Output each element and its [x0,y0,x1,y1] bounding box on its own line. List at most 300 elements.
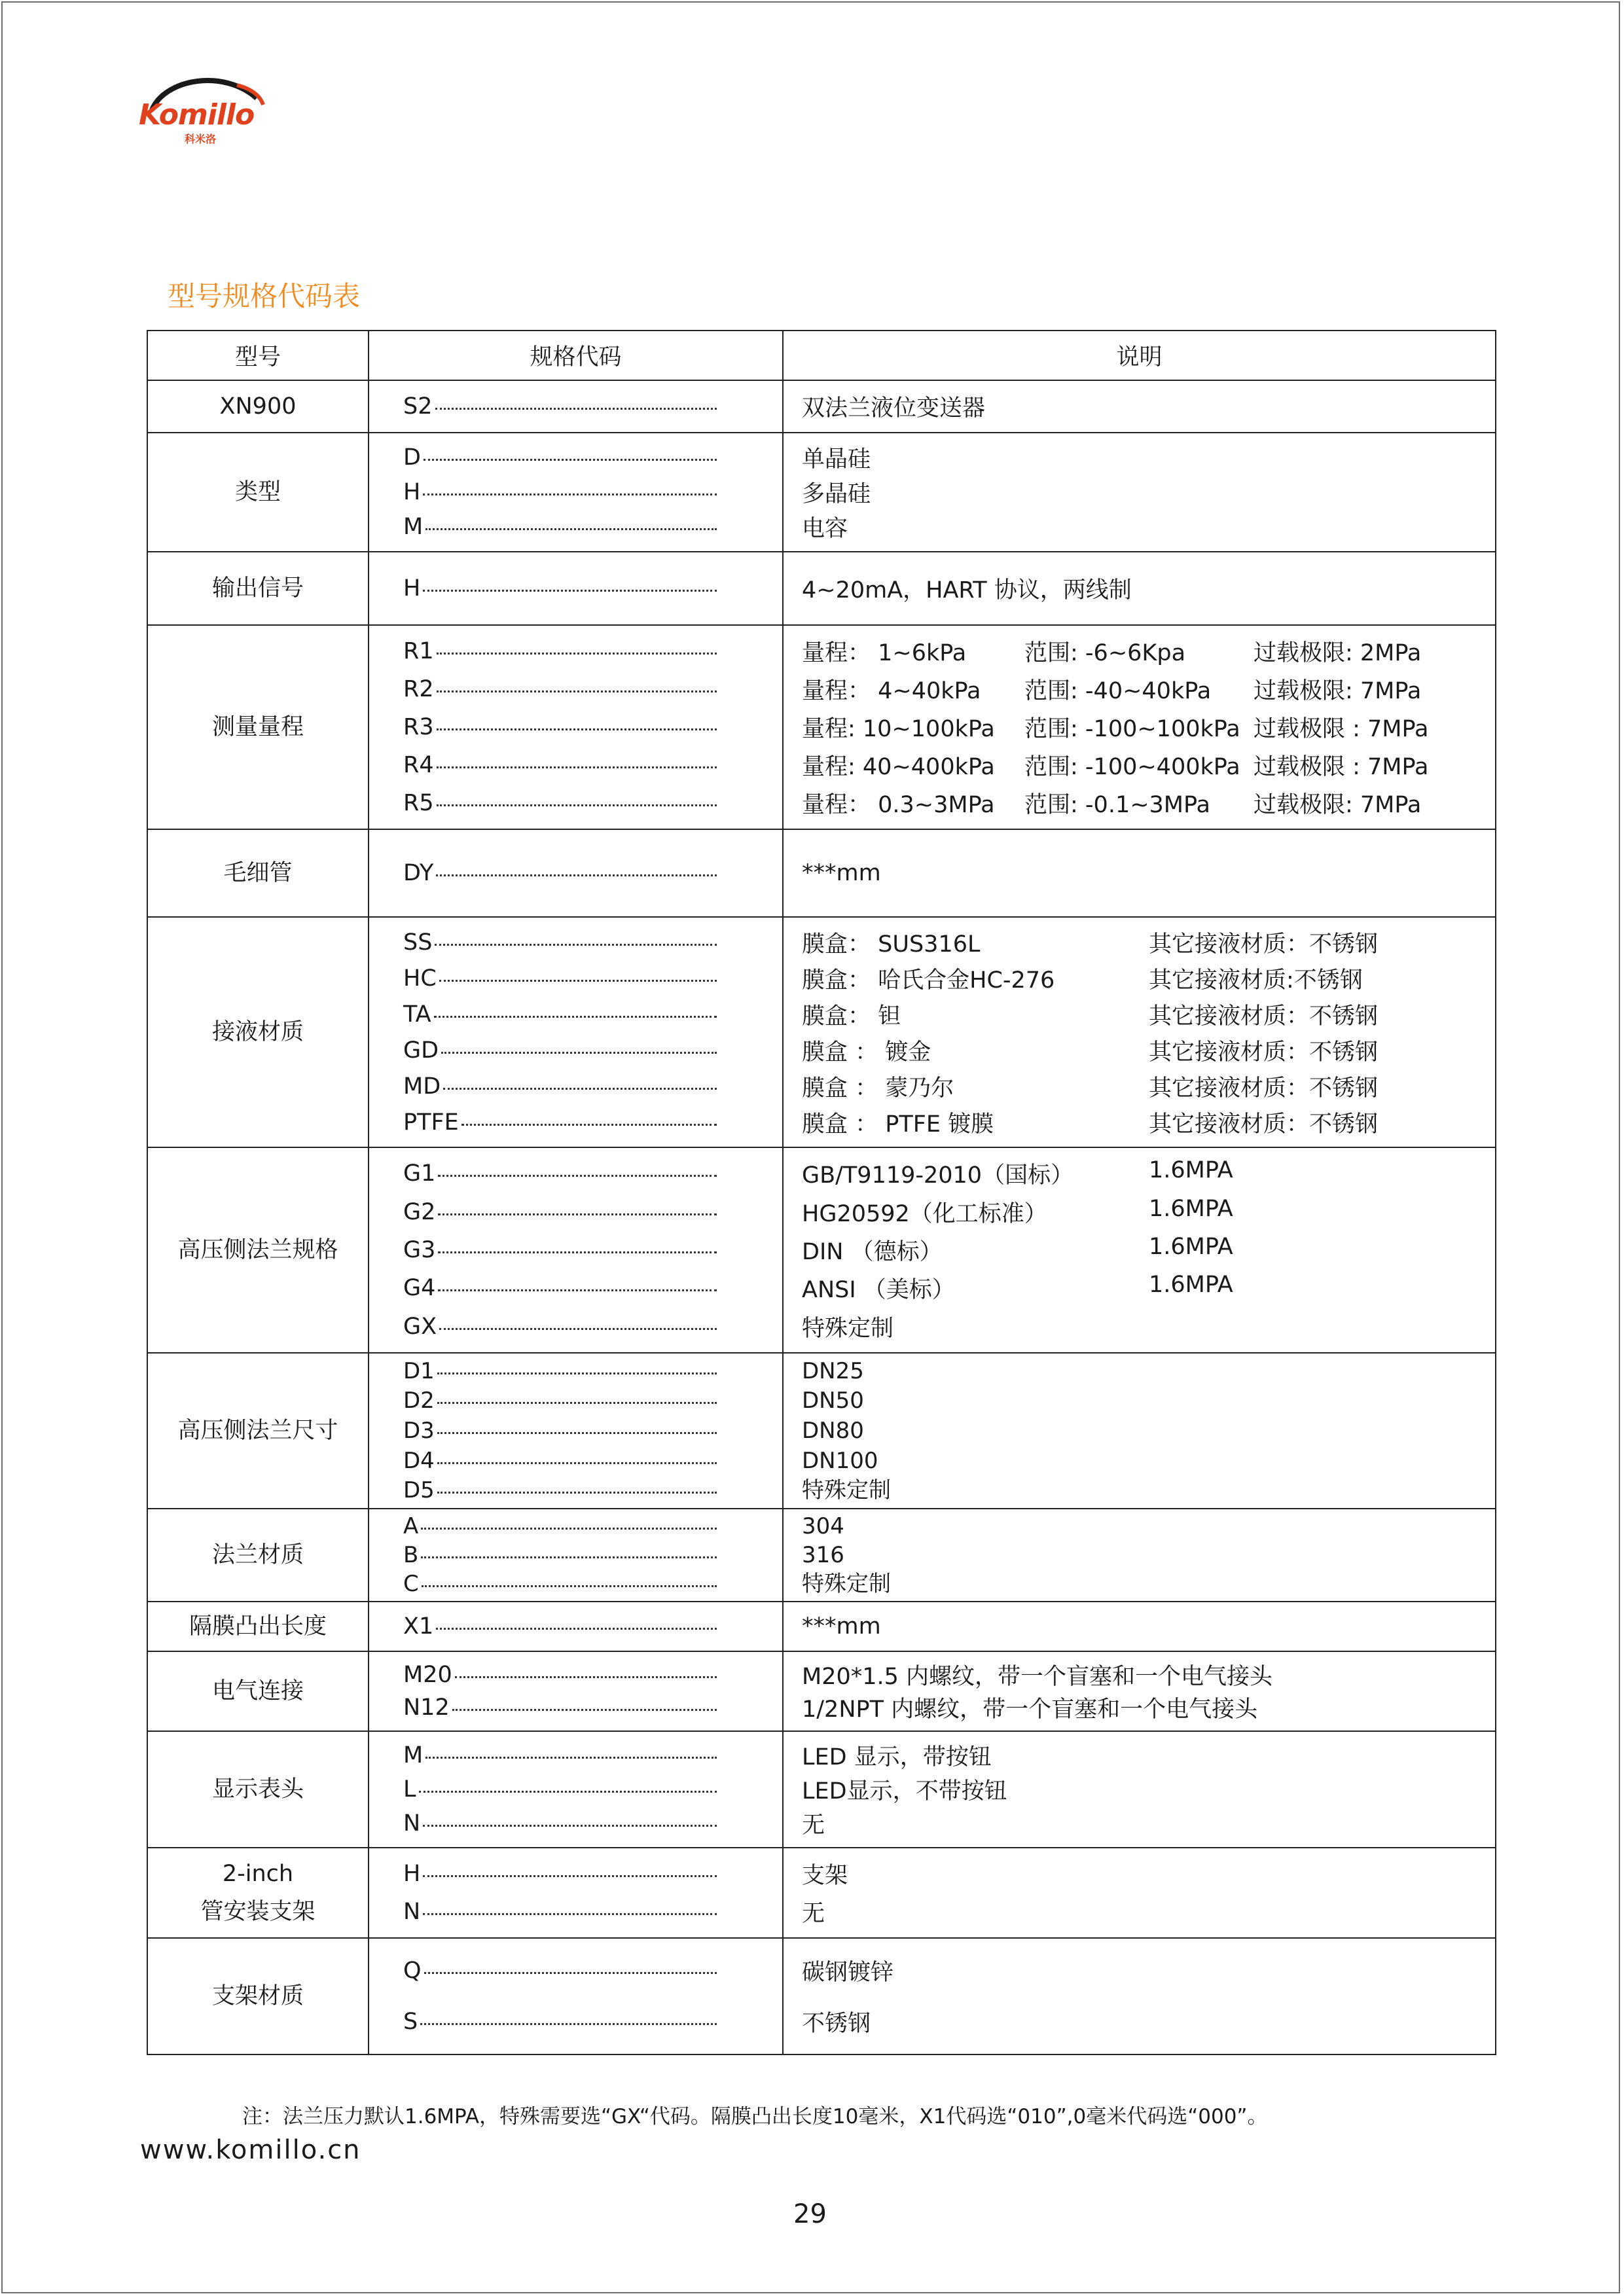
description-cell [783,433,1496,552]
table-row [147,1651,1496,1731]
description-cell [783,1353,1496,1509]
description-line [784,1070,1495,1103]
spec-code: M [403,514,424,541]
spec-code: GD [403,1037,439,1064]
description-text: 1/2NPT 内螺纹，带一个盲塞和一个电气接头 [802,1696,1258,1723]
row-label-line: 管安装支架 [200,1899,316,1925]
spec-code: D3 [403,1417,435,1444]
description-cell [783,1147,1496,1353]
row-label [147,552,369,625]
dot-leader [452,1709,717,1711]
header-description: 说明 [783,331,1496,380]
spec-code-line [369,1570,782,1598]
dot-leader [437,804,717,806]
description-text: 316 [802,1542,844,1568]
dot-leader [437,1492,717,1494]
spec-code-line [369,790,782,816]
description-text: 1.6MPA [1149,1195,1233,1222]
website-url: www.komillo.cn [140,2135,361,2165]
description-line [784,711,1495,744]
description-text: 特殊定制 [802,1315,894,1342]
spec-code-line [369,1958,782,1984]
dot-leader [437,691,717,692]
dot-leader [424,459,717,461]
dot-leader [437,728,717,730]
description-text: 量程: 10~100kPa [802,716,995,742]
spec-code: G1 [403,1160,436,1187]
description-line [784,1512,1495,1541]
description-text: DIN （德标） [802,1238,943,1265]
spec-code: S2 [403,393,433,420]
description-text: 特殊定制 [802,1571,891,1597]
description-text: 过载极限 : 7MPa [1254,754,1429,780]
spec-code: N [403,1810,421,1837]
spec-code: PTFE [403,1109,459,1136]
logo-subtext: 科米洛 [185,133,217,145]
description-line [784,2005,1495,2038]
spec-code: N [403,1899,421,1925]
dot-leader [438,1213,717,1215]
description-text: 过载极限: 2MPa [1254,640,1422,666]
dot-leader [423,1875,717,1877]
description-text: 多晶硅 [802,480,871,507]
dot-leader [421,1528,717,1530]
row-label [147,625,369,829]
row-label [147,829,369,917]
description-line [784,1476,1495,1505]
row-label [147,1731,369,1848]
description-text: 膜盒： SUS316L [802,931,981,958]
description-text: 电容 [802,516,848,543]
description-line [784,926,1495,959]
dot-leader [437,1402,717,1404]
dot-leader [443,1088,717,1090]
spec-code: D4 [403,1447,435,1474]
description-cell [783,829,1496,917]
description-text: GB/T9119-2010（国标） [802,1162,1074,1189]
spec-code-line [369,929,782,956]
spec-code: D2 [403,1388,435,1414]
row-label-line: 法兰材质 [211,1542,304,1568]
spec-code-line [369,1899,782,1925]
spec-code-line [369,1695,782,1721]
table-header-row [147,331,1496,380]
table-body [147,380,1496,2054]
description-cell [783,1731,1496,1848]
description-line [784,1613,1495,1640]
spec-code: M [403,1742,424,1768]
table-row [147,1731,1496,1848]
row-label-line: 支架材质 [211,1983,304,2009]
section-title: 型号规格代码表 [168,280,361,312]
description-text: 膜盒 ： PTFE 镀膜 [802,1111,994,1138]
description-text: 其它接液材质:不锈钢 [1149,967,1363,994]
row-label [147,1848,369,1938]
dot-leader [439,980,717,982]
description-text: 304 [802,1513,844,1539]
description-text: 量程: 40~400kPa [802,754,995,780]
spec-code: D1 [403,1357,435,1384]
spec-code-cell [369,552,783,625]
description-text: ***mm [802,1613,881,1640]
description-text: ANSI （美标） [802,1277,955,1304]
table-row [147,552,1496,625]
description-text: 过载极限: 7MPa [1254,792,1422,818]
description-line [784,1196,1495,1229]
spec-code-line [369,1199,782,1225]
description-text: LED显示，不带按钮 [802,1778,1007,1804]
dot-leader [419,1791,717,1793]
spec-code-line [369,860,782,886]
description-text: 范围: -0.1~3MPa [1024,792,1210,818]
spec-code: X1 [403,1613,434,1640]
description-line [784,749,1495,781]
description-line [784,572,1495,605]
description-line [784,1106,1495,1139]
description-line [784,390,1495,423]
spec-code-cell [369,1651,783,1731]
spec-code-cell [369,1147,783,1353]
description-text: 无 [802,1812,825,1839]
dot-leader [437,1462,717,1464]
footnote: 注：法兰压力默认1.6MPA，特殊需要选“GX“代码。隔膜凸出长度10毫米，X1代码选“010”,0毫米代码选“000”。 [242,2105,1268,2128]
description-text: M20*1.5 内螺纹，带一个盲塞和一个电气接头 [802,1664,1273,1690]
description-text: 范围: -100~400kPa [1024,754,1240,780]
spec-code-cell [369,380,783,433]
dot-leader [423,1825,717,1827]
spec-code-line [369,1613,782,1640]
dot-leader [437,766,717,768]
table-row [147,1147,1496,1353]
description-text: 支架 [802,1863,848,1889]
description-text: 1.6MPA [1149,1233,1233,1260]
description-text: DN100 [802,1447,878,1474]
description-line [784,1310,1495,1343]
description-cell [783,625,1496,829]
row-label-line: 2-inch [222,1861,294,1887]
description-text: 范围: -40~40kPa [1024,678,1212,704]
dot-leader [420,2023,717,2025]
description-cell [783,1602,1496,1651]
spec-code-line [369,2009,782,2035]
dot-leader [437,1432,717,1434]
spec-code: G4 [403,1275,436,1302]
spec-code-line [369,1662,782,1688]
spec-code: R1 [403,638,434,664]
dot-leader [423,493,717,495]
description-cell [783,1938,1496,2054]
page-number: 29 [793,2199,827,2229]
description-text: DN80 [802,1417,864,1444]
description-text: 其它接液材质：不锈钢 [1149,1003,1379,1030]
description-text: HG20592（化工标准） [802,1200,1047,1227]
description-text: 1.6MPA [1149,1157,1233,1184]
spec-code-cell [369,1938,783,2054]
description-line [784,1739,1495,1772]
spec-code-line [369,1237,782,1263]
description-text: 范围: -6~6Kpa [1024,640,1186,666]
row-label-line: 测量量程 [211,714,304,740]
dot-leader [437,653,717,655]
header-spec-code: 规格代码 [369,331,783,380]
spec-code-line [369,1512,782,1541]
row-label-line: 类型 [234,479,281,505]
description-text: 不锈钢 [802,2011,871,2037]
spec-code-line [369,1476,782,1505]
row-label-line: 电气连接 [211,1678,304,1704]
spec-code: G3 [403,1236,436,1263]
description-text: 过载极限: 7MPa [1254,678,1422,704]
spec-code-line [369,444,782,471]
description-text: 膜盒： 哈氏合金HC-276 [802,967,1055,994]
table-row [147,1938,1496,2054]
description-text: DN50 [802,1388,864,1414]
spec-code: TA [403,1001,431,1028]
komillo-logo [139,72,270,157]
description-line [784,787,1495,819]
table-row [147,917,1496,1147]
spec-code-line [369,965,782,992]
description-line [784,511,1495,543]
description-text: 单晶硅 [802,446,871,473]
description-text: 其它接液材质：不锈钢 [1149,1111,1379,1138]
row-label [147,1602,369,1651]
dot-leader [437,1372,717,1374]
row-label [147,380,369,433]
spec-code-cell [369,1602,783,1651]
spec-code: L [403,1776,416,1803]
spec-code: R2 [403,676,434,702]
dot-leader [422,1585,717,1587]
spec-code-cell [369,1731,783,1848]
description-line [784,962,1495,995]
spec-code: A [403,1513,419,1539]
spec-code: GX [403,1313,437,1340]
spec-code-line [369,1742,782,1768]
spec-code-cell [369,829,783,917]
description-text: 量程： 1~6kPa [802,640,967,666]
description-text: 双法兰液位变送器 [802,395,986,422]
row-label [147,1651,369,1731]
description-cell [783,1509,1496,1602]
row-label [147,1938,369,2054]
row-label-line: XN900 [219,393,297,420]
table-row [147,1602,1496,1651]
spec-code-line [369,1357,782,1386]
description-line [784,635,1495,668]
dot-leader [461,1124,717,1126]
description-line [784,1773,1495,1806]
description-line [784,1570,1495,1598]
row-label [147,1147,369,1353]
table-row [147,829,1496,917]
description-text: 特殊定制 [802,1477,891,1504]
description-text: 量程： 0.3~3MPa [802,792,995,818]
table-row [147,1353,1496,1509]
description-line [784,1386,1495,1415]
spec-code: Q [403,1958,422,1984]
spec-code-line [369,479,782,505]
dot-leader [455,1676,717,1678]
description-line [784,998,1495,1031]
dot-leader [435,944,717,946]
description-line [784,1446,1495,1475]
dot-leader [435,408,717,410]
spec-code: B [403,1542,419,1568]
spec-code-line [369,638,782,664]
description-line [784,1272,1495,1304]
dot-leader [436,874,717,876]
description-text: 其它接液材质：不锈钢 [1149,1075,1379,1102]
spec-code: R3 [403,714,434,740]
description-line [784,1157,1495,1190]
description-line [784,1357,1495,1386]
description-text: 量程： 4~40kPa [802,678,981,704]
description-text: 膜盒 ： 镀金 [802,1039,931,1066]
description-text: ***mm [802,860,881,886]
spec-code-line [369,1001,782,1028]
spec-code: S [403,2009,418,2035]
description-text: 其它接液材质：不锈钢 [1149,1039,1379,1066]
description-line [784,1659,1495,1691]
spec-code: MD [403,1073,441,1100]
description-line [784,860,1495,886]
spec-code: D [403,444,421,471]
header-model: 型号 [147,331,369,380]
spec-code: N12 [403,1695,450,1721]
spec-code-line [369,1776,782,1803]
dot-leader [439,1328,717,1330]
description-cell [783,1848,1496,1938]
description-text: 膜盒： 钽 [802,1003,901,1030]
spec-code-line [369,1861,782,1887]
description-text: 范围: -100~100kPa [1024,716,1240,742]
description-text: 其它接液材质：不锈钢 [1149,931,1379,958]
spec-code: DY [403,860,434,886]
description-text: 碳钢镀锌 [802,1960,894,1986]
description-text: DN25 [802,1357,864,1384]
dot-leader [436,1628,717,1630]
table-row [147,433,1496,552]
row-label-line: 显示表头 [211,1776,304,1803]
row-label-line: 高压侧法兰规格 [177,1237,338,1263]
spec-code-line [369,1541,782,1570]
description-text: LED 显示，带按钮 [802,1744,992,1770]
spec-code-line [369,1314,782,1340]
description-line [784,1034,1495,1067]
spec-code-line [369,1386,782,1415]
spec-code-line [369,752,782,778]
description-line [784,1954,1495,1987]
row-label-line: 毛细管 [223,860,293,886]
table-row [147,1848,1496,1938]
spec-code-line [369,714,782,740]
description-line [784,1234,1495,1266]
row-label-line: 隔膜凸出长度 [189,1613,327,1640]
description-line [784,1895,1495,1928]
spec-code-cell [369,1509,783,1602]
dot-leader [421,1556,717,1558]
row-label-line: 高压侧法兰尺寸 [177,1418,338,1444]
description-cell [783,1651,1496,1731]
spec-code: H [403,1861,421,1887]
spec-code-line [369,1073,782,1100]
spec-code: M20 [403,1662,452,1688]
spec-code-line [369,393,782,420]
dot-leader [423,590,717,592]
description-line [784,673,1495,706]
description-line [784,1857,1495,1890]
dot-leader [425,1757,717,1759]
description-cell [783,917,1496,1147]
dot-leader [423,1913,717,1915]
description-cell [783,552,1496,625]
description-text: 过载极限 : 7MPa [1254,716,1429,742]
spec-code: SS [403,929,433,956]
dot-leader [438,1251,717,1253]
row-label [147,1509,369,1602]
row-label-line: 接液材质 [211,1019,304,1045]
description-line [784,1691,1495,1724]
row-label [147,917,369,1147]
description-line [784,441,1495,474]
description-cell [783,380,1496,433]
spec-code-line [369,575,782,601]
dot-leader [425,528,717,530]
spec-code: R4 [403,752,434,778]
table-row [147,1509,1496,1602]
spec-code-line [369,1109,782,1136]
spec-code-line [369,514,782,540]
spec-code: D5 [403,1477,435,1504]
dot-leader [434,1016,717,1018]
spec-code: H [403,478,421,505]
spec-code-cell [369,917,783,1147]
spec-code-line [369,1275,782,1301]
description-line [784,476,1495,509]
logo-text: Komillo [139,98,255,132]
spec-code-cell [369,433,783,552]
spec-code-table [147,330,1496,2055]
spec-code: H [403,575,421,601]
spec-code-cell [369,1848,783,1938]
row-label [147,433,369,552]
description-text: 无 [802,1901,825,1927]
spec-code-line [369,1446,782,1475]
spec-code: C [403,1571,419,1597]
spec-code-line [369,1160,782,1187]
spec-code: HC [403,965,437,992]
spec-code: R5 [403,790,434,816]
spec-code-line [369,1810,782,1837]
spec-code-cell [369,1353,783,1509]
spec-code-line [369,1416,782,1445]
dot-leader [424,1972,717,1974]
dot-leader [441,1052,717,1054]
description-line [784,1416,1495,1445]
dot-leader [438,1289,717,1291]
spec-code: G2 [403,1198,436,1225]
spec-code-line [369,1037,782,1064]
description-text: 膜盒 ： 蒙乃尔 [802,1075,954,1102]
row-label [147,1353,369,1509]
description-line [784,1807,1495,1840]
spec-code-cell [369,625,783,829]
table-row [147,380,1496,433]
dot-leader [438,1175,717,1177]
row-label-line: 输出信号 [211,575,304,601]
spec-code-line [369,676,782,702]
